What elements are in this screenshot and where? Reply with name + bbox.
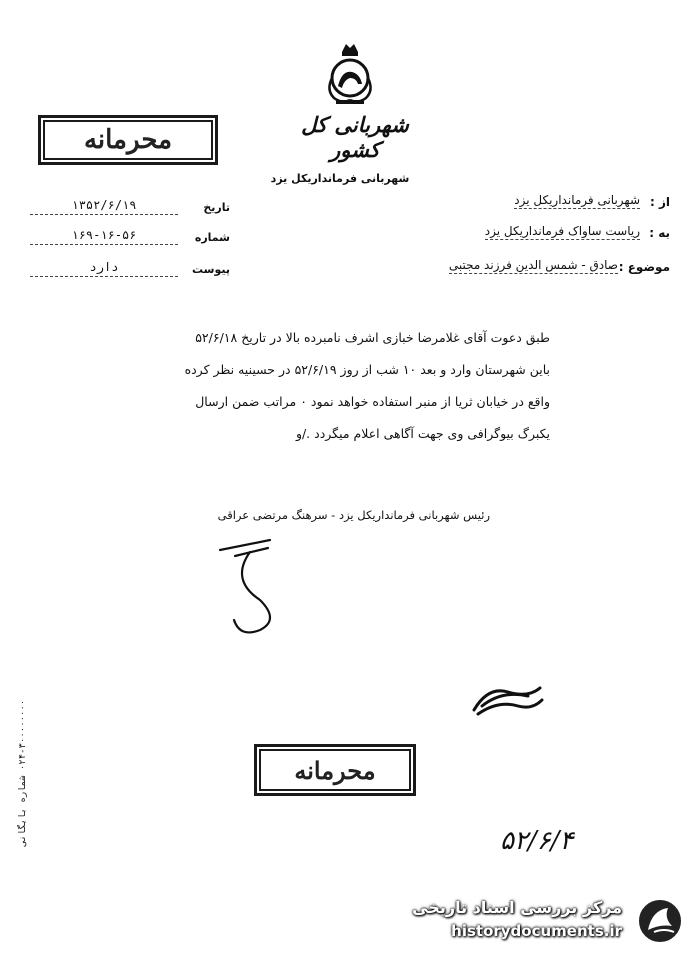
number-row bbox=[30, 228, 230, 250]
from-row bbox=[370, 193, 670, 215]
body-line-1: طبق دعوت آقای غلامرضا خبازی اشرف نامبرده بالا در تاریخ ۵۲/۶/۱۸ bbox=[195, 330, 550, 345]
archive-logo-icon bbox=[634, 896, 686, 946]
classification-text-bottom: محرمانه bbox=[294, 755, 376, 785]
body-line-4: یکبرگ بیوگرافی وی جهت آگاهی اعلام میگردد ./و bbox=[295, 426, 550, 441]
handwritten-archive-reference: ۵۲/۶/۴ bbox=[500, 826, 574, 856]
date-label: تاریخ bbox=[203, 201, 230, 214]
body-line-3: واقع در خیابان ثریا از منبر استفاده خواهد نمود ۰ مراتب ضمن ارسال bbox=[195, 394, 550, 409]
watermark bbox=[400, 890, 692, 952]
body-line-2: باین شهرستان وارد و بعد ۱۰ شب از روز ۵۲/۶/۱۹ در حسینیه نظر کرده bbox=[184, 362, 550, 377]
from-value: شهربانی فرمانداریکل یزد bbox=[514, 193, 640, 207]
to-row bbox=[370, 224, 670, 246]
number-value: ۱۶۹-۱۶-۵۶ bbox=[30, 228, 178, 245]
classification-stamp-top bbox=[38, 115, 218, 165]
side-archive-code: ۰۲۴-۳۰۰۰۰۰۰۰۰ شماره بایگانی bbox=[18, 700, 28, 847]
attachment-row bbox=[30, 260, 230, 282]
from-label: از : bbox=[650, 195, 670, 209]
handwritten-paraph-icon bbox=[468, 680, 548, 720]
attachment-value: دارد bbox=[30, 260, 178, 277]
subject-row bbox=[370, 258, 670, 280]
date-value: ۱۳۵۲/۶/۱۹ bbox=[30, 198, 178, 215]
letter-body bbox=[150, 322, 550, 450]
signatory-line: رئیس شهربانی فرمانداریکل یزد - سرهنگ مرتضی عراقی bbox=[217, 508, 490, 522]
attachment-label: پیوست bbox=[192, 263, 230, 276]
organization-subtitle: شهربانی فرمانداریکل یزد bbox=[270, 172, 410, 185]
classification-text-top: محرمانه bbox=[83, 125, 173, 155]
date-row bbox=[30, 198, 230, 220]
to-label: به : bbox=[649, 226, 670, 240]
organization-name: شهربانی کل کشور bbox=[301, 112, 409, 162]
subject-value: صادق - شمس الدین فرزند مجتبی bbox=[448, 258, 618, 272]
lion-and-sun-crest-icon bbox=[318, 38, 382, 108]
watermark-title: مرکز بررسی اسناد تاریخی bbox=[412, 898, 622, 917]
subject-label: موضوع : bbox=[618, 260, 670, 274]
number-label: شماره bbox=[194, 231, 230, 244]
to-value: ریاست ساواک فرمانداریکل یزد bbox=[484, 224, 640, 238]
classification-stamp-bottom bbox=[254, 744, 416, 796]
watermark-url: historydocuments.ir bbox=[451, 922, 622, 940]
handwritten-signature-icon bbox=[200, 530, 310, 640]
